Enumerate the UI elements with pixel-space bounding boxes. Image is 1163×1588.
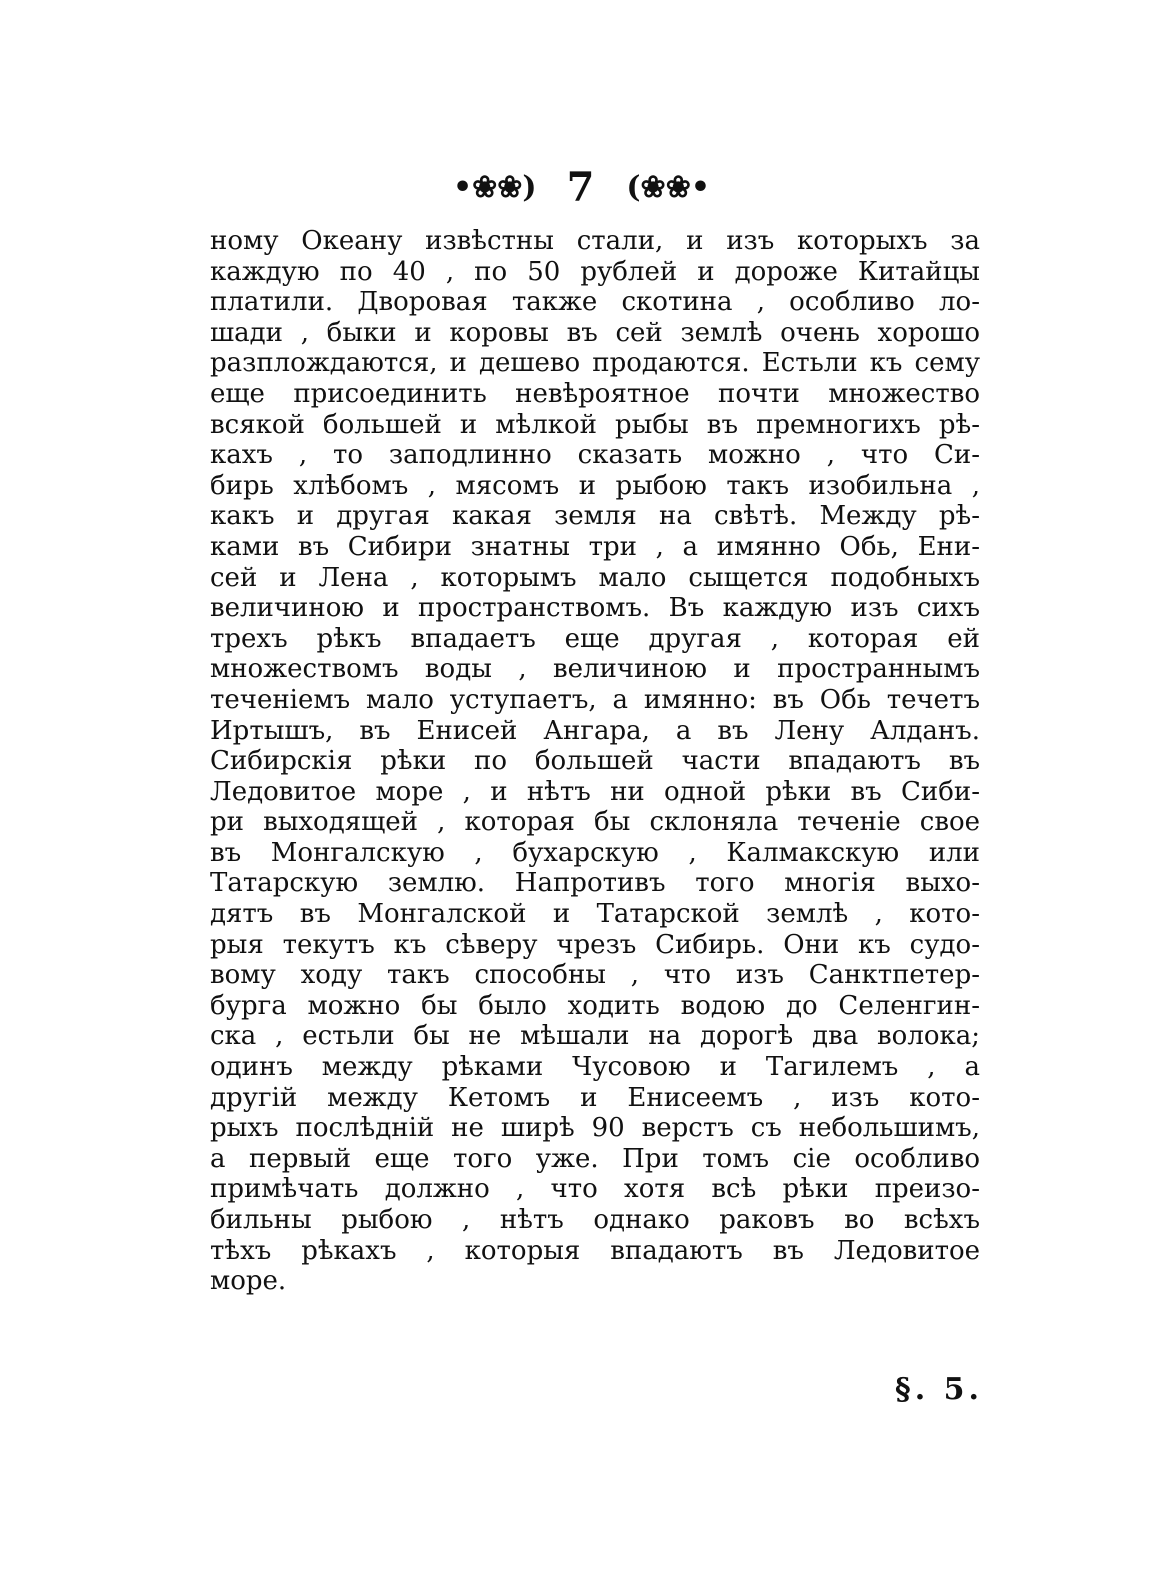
text-line: платили. Дворовая также скотина , особливо ло-	[210, 287, 980, 318]
text-line: ками въ Сибири знатны три , а имянно Обь, Ени-	[210, 531, 980, 562]
text-line: рыя текутъ къ сѣверу чрезъ Сибирь. Они къ судо-	[210, 929, 980, 960]
text-line: одинъ между рѣками Чусовою и Тагилемъ , а	[210, 1052, 980, 1083]
text-line: какъ и другая какая земля на свѣтѣ. Между рѣ-	[210, 501, 980, 532]
text-line: бирь хлѣбомъ , мясомъ и рыбою такъ изобильна ,	[210, 470, 980, 501]
text-line: еще присоединить невѣроятное почти множество	[210, 378, 980, 409]
page-number: 7	[566, 163, 597, 211]
text-line: примѣчать должно , что хотя всѣ рѣки преизо-	[210, 1174, 980, 1205]
text-line: Татарскую землю. Напротивъ того многія выхо-	[210, 868, 980, 899]
text-line: рыхъ послѣдній не ширѣ 90 верстъ съ небольшимъ,	[210, 1113, 980, 1144]
text-line: а первый еще того уже. При томъ сіе особливо	[210, 1143, 980, 1174]
catchword: §. 5.	[895, 1372, 983, 1407]
text-line: шади , быки и коровы въ сей землѣ очень хорошо	[210, 317, 980, 348]
page-header	[0, 160, 1163, 211]
text-line: теченіемъ мало уступаетъ, а имянно: въ Обь течетъ	[210, 684, 980, 715]
text-line: бурга можно бы было ходить водою до Селенгин-	[210, 990, 980, 1021]
text-line: Сибирскія рѣки по большей части впадаютъ въ	[210, 746, 980, 777]
text-line: всякой большей и мѣлкой рыбы въ премногихъ рѣ-	[210, 409, 980, 440]
text-line: Ледовитое море , и нѣтъ ни одной рѣки въ Сиби-	[210, 776, 980, 807]
text-line: въ Монгалскую , бухарскую , Калмакскую или	[210, 837, 980, 868]
text-line: множествомъ воды , величиною и пространнымъ	[210, 654, 980, 685]
text-line: ному Океану извѣстны стали, и изъ которыхъ за	[210, 226, 980, 256]
ornament-left: •❀❀)	[452, 169, 537, 205]
text-line: ри выходящей , которая бы склоняла теченіе свое	[210, 807, 980, 838]
text-line: дятъ въ Монгалской и Татарской землѣ , кото-	[210, 899, 980, 930]
text-line: ска , естьли бы не мѣшали на дорогѣ два волока;	[210, 1021, 980, 1052]
text-line: сей и Лена , которымъ мало сыщется подобныхъ	[210, 562, 980, 593]
text-line: Иртышъ, въ Енисей Ангара, а въ Лену Алданъ.	[210, 715, 980, 746]
text-line: тѣхъ рѣкахъ , которыя впадаютъ въ Ледовитое	[210, 1235, 980, 1266]
text-line: вому ходу такъ способны , что изъ Санктпетер-	[210, 960, 980, 991]
text-line: бильны рыбою , нѣтъ однако раковъ во всѣхъ	[210, 1205, 980, 1235]
text-line: каждую по 40 , по 50 рублей и дороже Китайцы	[210, 256, 980, 287]
body-text	[210, 226, 980, 1297]
text-line: величиною и пространствомъ. Въ каждую изъ сихъ	[210, 593, 980, 624]
text-line: кахъ , то заподлинно сказать можно , что Си-	[210, 440, 980, 471]
ornament-right: (❀❀•	[626, 169, 711, 205]
text-line: другій между Кетомъ и Енисеемъ , изъ кото-	[210, 1082, 980, 1113]
text-line: разплождаются, и дешево продаются. Естьли къ сему	[210, 348, 980, 379]
text-line-final: море.	[210, 1266, 287, 1297]
text-line: трехъ рѣкъ впадаетъ еще другая , которая ей	[210, 623, 980, 654]
